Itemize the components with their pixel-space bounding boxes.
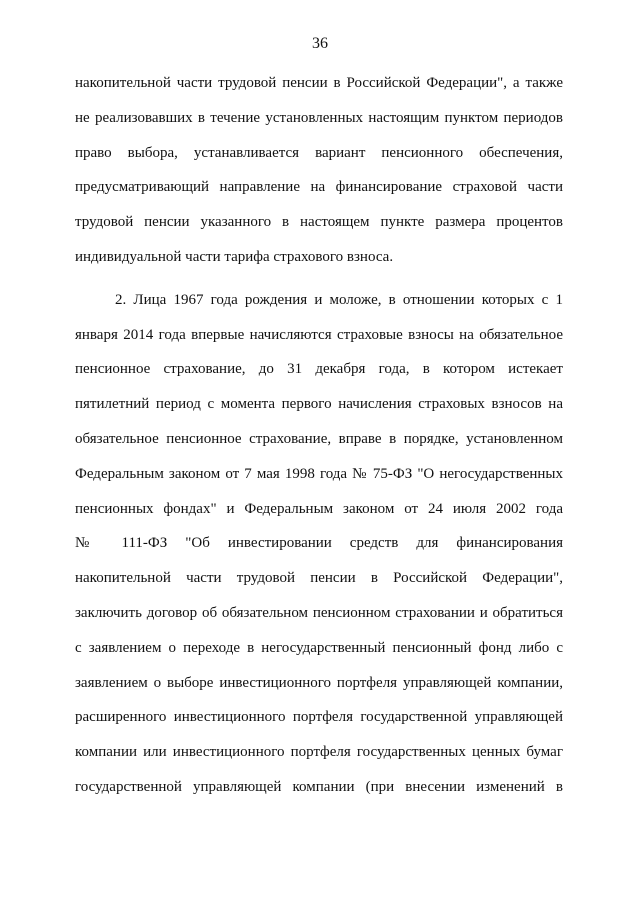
text-line: января 2014 года впервые начисляются страховые взносы на обязательное (75, 326, 563, 343)
text-line: не реализовавших в течение установленных настоящим пунктом периодов (75, 109, 563, 126)
text-line: предусматривающий направление на финансирование страховой части (75, 179, 563, 196)
text-line: заключить договор об обязательном пенсионном страховании и обратиться (75, 604, 563, 621)
text-line: обязательное пенсионное страхование, вправе в порядке, установленном (75, 430, 563, 447)
text-line: 2. Лица 1967 года рождения и моложе, в отношении которых с 1 (115, 291, 563, 308)
page-number: 36 (312, 35, 328, 52)
text-line: с заявлением о переходе в негосударственный пенсионный фонд либо с (75, 639, 563, 656)
text-line: № 111-ФЗ "Об инвестировании средств для финансирования (75, 535, 563, 552)
text-line: пятилетний период с момента первого начисления страховых взносов на (75, 396, 563, 413)
paragraph-2 (75, 283, 563, 805)
text-line: пенсионное страхование, до 31 декабря года, в котором истекает (75, 361, 563, 378)
text-line: Федеральным законом от 7 мая 1998 года № 75-ФЗ "О негосударственных (75, 465, 563, 482)
text-line: государственной управляющей компании (при внесении изменений в (75, 778, 563, 795)
text-line: заявлением о выборе инвестиционного портфеля управляющей компании, (75, 674, 563, 691)
paragraph-1 (75, 66, 563, 275)
text-line: право выбора, устанавливается вариант пенсионного обеспечения, (75, 144, 563, 161)
text-line: накопительной части трудовой пенсии в Российской Федерации", а также (75, 75, 563, 91)
text-line: пенсионных фондах" и Федеральным законом от 24 июля 2002 года (75, 500, 563, 517)
text-line: индивидуальной части тарифа страхового взноса. (75, 248, 394, 265)
text-line: накопительной части трудовой пенсии в Российской Федерации", (75, 570, 563, 587)
document-body (75, 66, 563, 805)
text-line: компании или инвестиционного портфеля государственных ценных бумаг (75, 744, 563, 761)
text-line: расширенного инвестиционного портфеля государственной управляющей (75, 709, 563, 726)
text-line: трудовой пенсии указанного в настоящем пункте размера процентов (75, 214, 563, 231)
